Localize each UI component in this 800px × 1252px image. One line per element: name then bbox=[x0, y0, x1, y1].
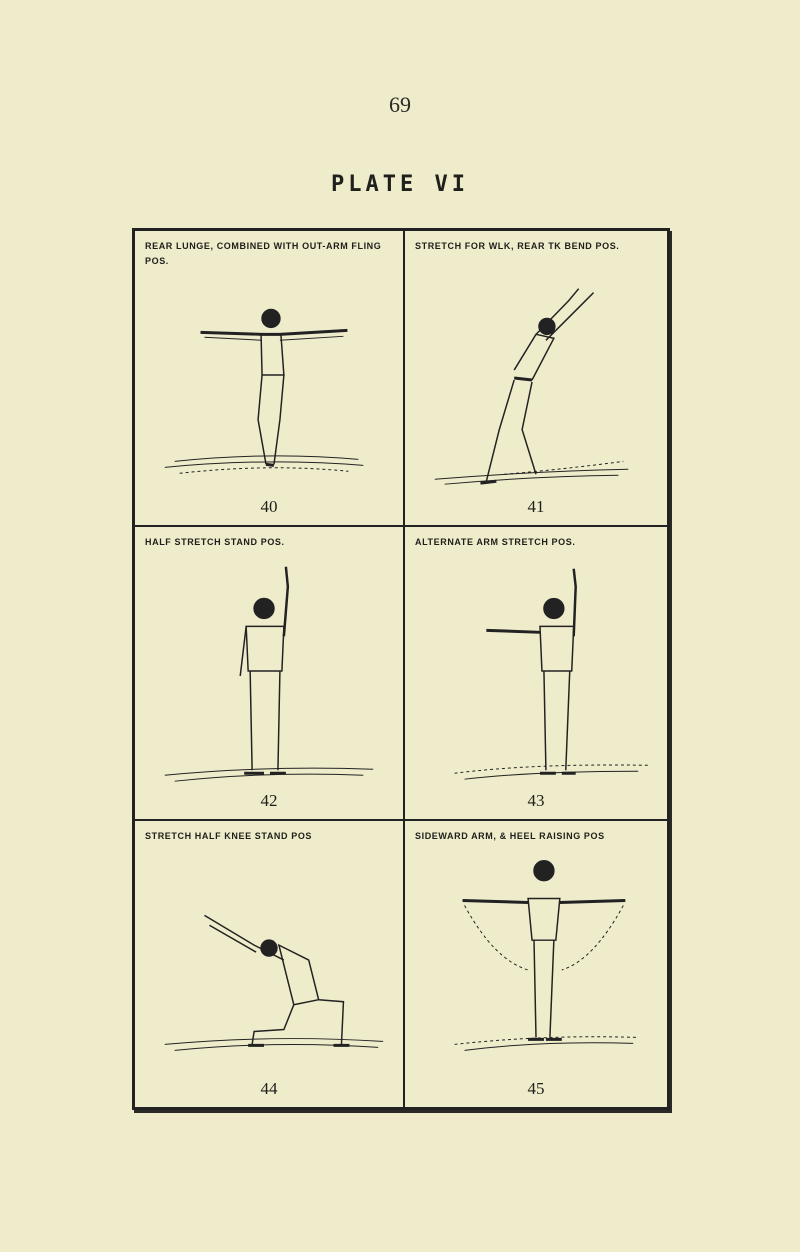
figure-panel-41 bbox=[404, 230, 668, 526]
figure-number: 44 bbox=[260, 1079, 278, 1098]
rear-lunge-figure-illustration bbox=[135, 231, 403, 525]
figure-panel-40 bbox=[134, 230, 404, 526]
rear-trunk-bend-figure-illustration bbox=[405, 231, 667, 525]
figure-number: 40 bbox=[260, 497, 278, 516]
figure-number: 42 bbox=[260, 791, 278, 810]
figure-caption: HALF STRETCH STAND POS. bbox=[145, 537, 285, 547]
figure-number: 45 bbox=[527, 1079, 545, 1098]
half-stretch-stand-figure-illustration bbox=[135, 527, 403, 819]
page-number: 69 bbox=[389, 92, 411, 117]
figure-caption: SIDEWARD ARM, & HEEL RAISING POS bbox=[415, 831, 605, 841]
plate-title: PLATE VI bbox=[331, 172, 469, 197]
figure-caption: STRETCH FOR WLK, REAR TK BEND POS. bbox=[415, 241, 620, 251]
figure-panel-43 bbox=[404, 526, 668, 820]
figure-panel-44 bbox=[134, 820, 404, 1108]
sideward-arm-heel-raising-figure-illustration bbox=[405, 821, 667, 1107]
alternate-arm-stretch-figure-illustration bbox=[405, 527, 667, 819]
figure-number: 41 bbox=[527, 497, 545, 516]
figure-panel-42 bbox=[134, 526, 404, 820]
figure-caption: STRETCH HALF KNEE STAND POS bbox=[145, 831, 313, 841]
half-knee-stand-figure-illustration bbox=[135, 821, 403, 1107]
figure-panel-45 bbox=[404, 820, 668, 1108]
figure-caption: ALTERNATE ARM STRETCH POS. bbox=[415, 537, 576, 547]
plate-figure-grid bbox=[132, 228, 670, 1110]
figure-caption: REAR LUNGE, COMBINED WITH OUT-ARM FLING POS. bbox=[145, 241, 382, 266]
figure-number: 43 bbox=[527, 791, 545, 810]
